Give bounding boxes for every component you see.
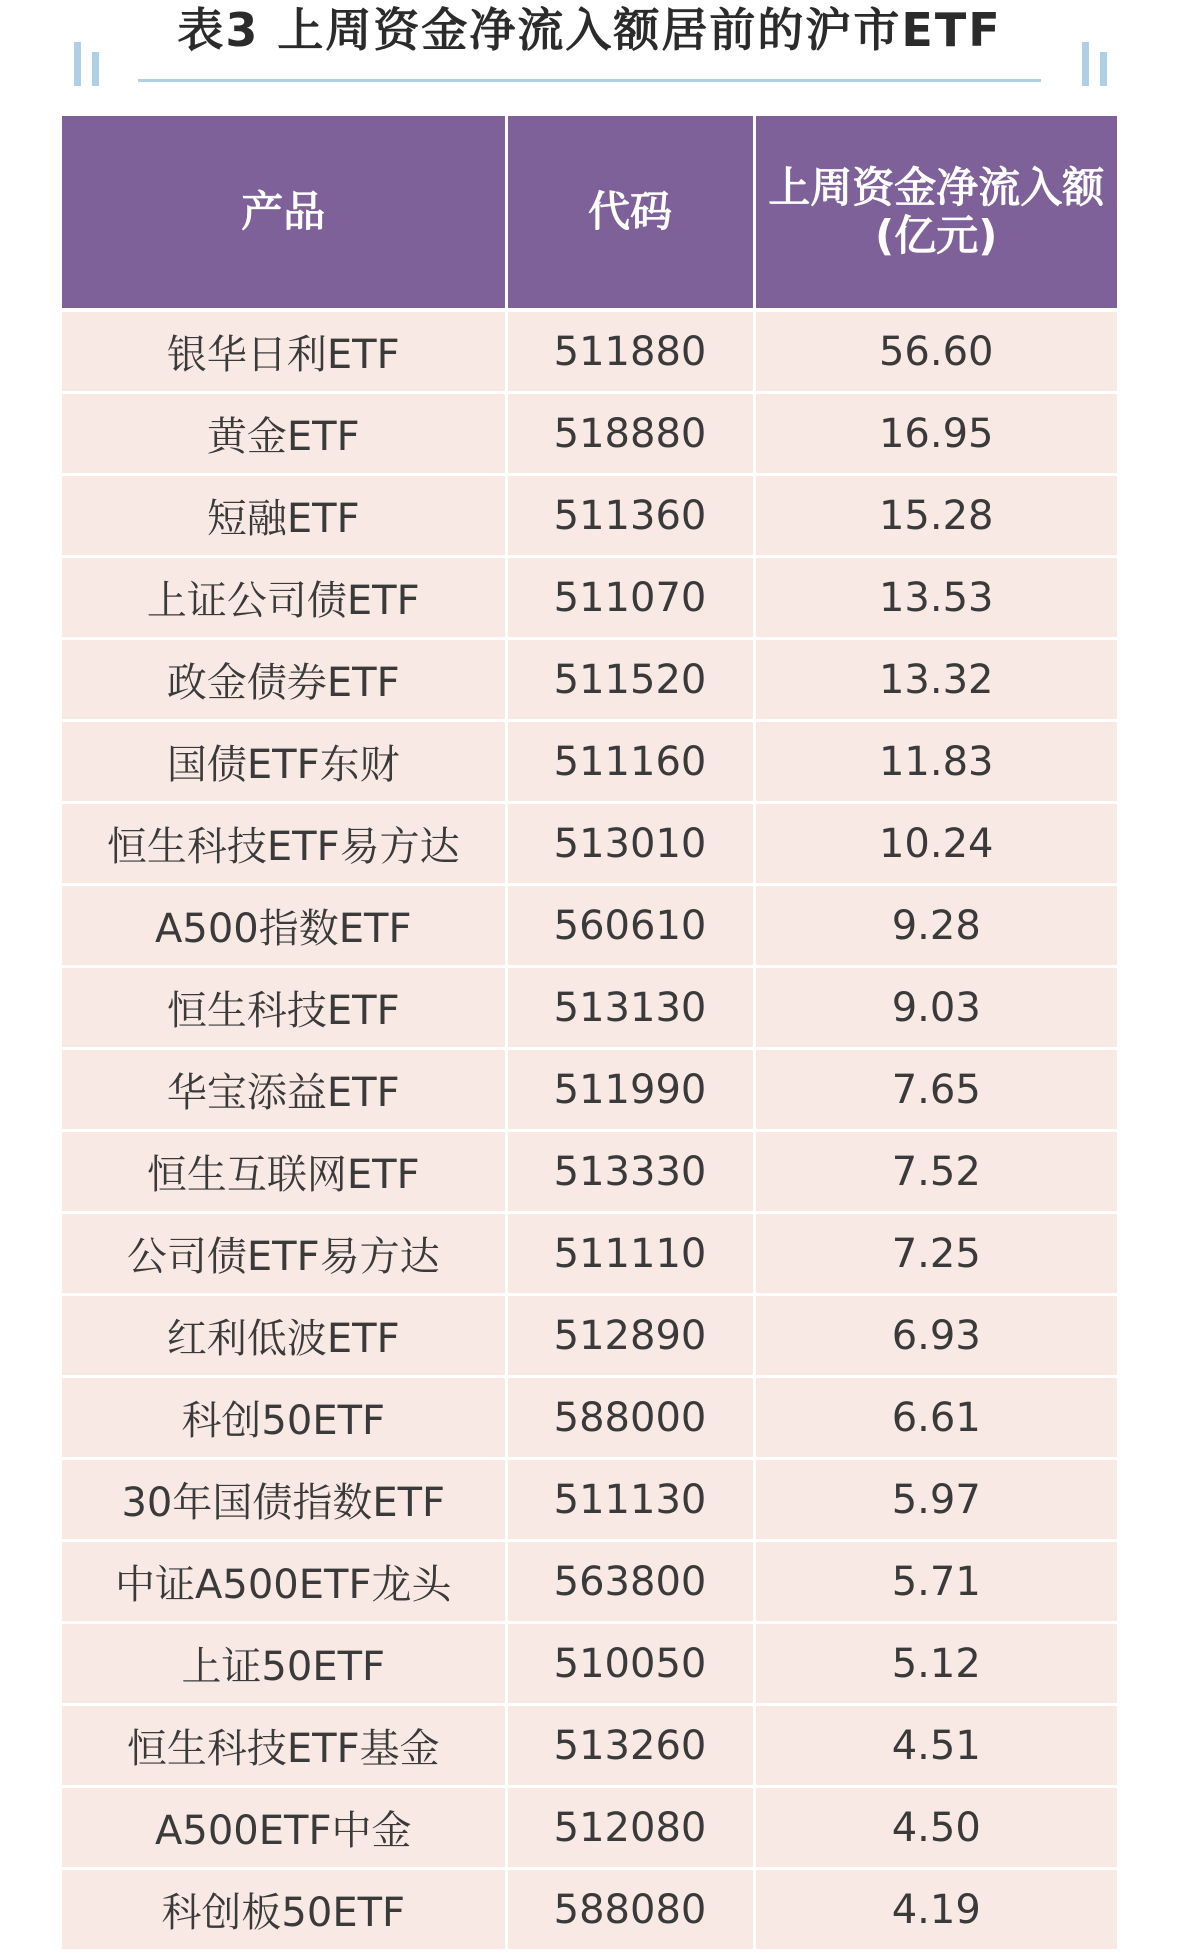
- cell-product-name: 恒生科技ETF: [62, 967, 506, 1049]
- cell-net-inflow: 4.50: [754, 1787, 1117, 1869]
- cell-product-name: 科创50ETF: [62, 1377, 506, 1459]
- cell-code: 588000: [506, 1377, 754, 1459]
- cell-net-inflow: 5.12: [754, 1623, 1117, 1705]
- cell-net-inflow: 7.52: [754, 1131, 1117, 1213]
- table-row: [62, 393, 1117, 475]
- cell-code: 511130: [506, 1459, 754, 1541]
- table-row: [62, 1541, 1117, 1623]
- cell-code: 511160: [506, 721, 754, 803]
- cell-product-name: 黄金ETF: [62, 393, 506, 475]
- cell-product-name: 政金债券ETF: [62, 639, 506, 721]
- cell-net-inflow: 4.51: [754, 1705, 1117, 1787]
- cell-net-inflow: 6.61: [754, 1377, 1117, 1459]
- cell-code: 511880: [506, 310, 754, 393]
- etf-inflow-table: [62, 116, 1117, 1949]
- table-row: [62, 1377, 1117, 1459]
- cell-net-inflow: 6.93: [754, 1295, 1117, 1377]
- cell-net-inflow: 13.32: [754, 639, 1117, 721]
- table-row: [62, 1295, 1117, 1377]
- cell-net-inflow: 5.97: [754, 1459, 1117, 1541]
- cell-product-name: 恒生科技ETF易方达: [62, 803, 506, 885]
- cell-code: 512890: [506, 1295, 754, 1377]
- title-bar: [0, 0, 1179, 90]
- cell-net-inflow: 15.28: [754, 475, 1117, 557]
- cell-code: 510050: [506, 1623, 754, 1705]
- cell-product-name: 上证公司债ETF: [62, 557, 506, 639]
- cell-product-name: 华宝添益ETF: [62, 1049, 506, 1131]
- cell-net-inflow: 7.65: [754, 1049, 1117, 1131]
- cell-product-name: 上证50ETF: [62, 1623, 506, 1705]
- table-body: [62, 310, 1117, 1949]
- table-row: [62, 721, 1117, 803]
- title-decoration-right-bar: [1100, 52, 1107, 86]
- title-decoration-left-bar: [74, 42, 81, 86]
- table-row: [62, 1705, 1117, 1787]
- cell-net-inflow: 16.95: [754, 393, 1117, 475]
- cell-code: 511110: [506, 1213, 754, 1295]
- cell-net-inflow: 7.25: [754, 1213, 1117, 1295]
- table-row: [62, 639, 1117, 721]
- header-net-inflow-unit: (亿元): [875, 211, 998, 260]
- cell-product-name: 银华日利ETF: [62, 310, 506, 393]
- cell-net-inflow: 9.28: [754, 885, 1117, 967]
- header-code: 代码: [506, 116, 754, 310]
- cell-code: 512080: [506, 1787, 754, 1869]
- cell-net-inflow: 56.60: [754, 310, 1117, 393]
- cell-code: 563800: [506, 1541, 754, 1623]
- table-header: [62, 116, 1117, 310]
- header-net-inflow-label: 上周资金净流入额: [768, 163, 1105, 212]
- cell-net-inflow: 10.24: [754, 803, 1117, 885]
- cell-product-name: 恒生科技ETF基金: [62, 1705, 506, 1787]
- cell-code: 511070: [506, 557, 754, 639]
- table-row: [62, 1459, 1117, 1541]
- table-row: [62, 803, 1117, 885]
- table-row: [62, 310, 1117, 393]
- cell-product-name: 科创板50ETF: [62, 1869, 506, 1950]
- table-row: [62, 1131, 1117, 1213]
- cell-product-name: 国债ETF东财: [62, 721, 506, 803]
- cell-code: 513130: [506, 967, 754, 1049]
- title-decoration-right-bar: [1082, 42, 1089, 86]
- cell-code: 560610: [506, 885, 754, 967]
- title-decoration-left-bar: [92, 52, 99, 86]
- cell-code: 513330: [506, 1131, 754, 1213]
- table-row: [62, 1623, 1117, 1705]
- cell-net-inflow: 5.71: [754, 1541, 1117, 1623]
- cell-code: 511990: [506, 1049, 754, 1131]
- table-row: [62, 885, 1117, 967]
- cell-product-name: 30年国债指数ETF: [62, 1459, 506, 1541]
- table-row: [62, 1049, 1117, 1131]
- cell-product-name: 恒生互联网ETF: [62, 1131, 506, 1213]
- table-row: [62, 1869, 1117, 1950]
- cell-product-name: 短融ETF: [62, 475, 506, 557]
- cell-product-name: 红利低波ETF: [62, 1295, 506, 1377]
- cell-code: 518880: [506, 393, 754, 475]
- cell-net-inflow: 9.03: [754, 967, 1117, 1049]
- cell-code: 513010: [506, 803, 754, 885]
- header-product: 产品: [62, 116, 506, 310]
- cell-product-name: A500ETF中金: [62, 1787, 506, 1869]
- header-net-inflow: [754, 116, 1117, 310]
- cell-code: 513260: [506, 1705, 754, 1787]
- cell-code: 511520: [506, 639, 754, 721]
- table-row: [62, 1213, 1117, 1295]
- cell-product-name: A500指数ETF: [62, 885, 506, 967]
- cell-product-name: 中证A500ETF龙头: [62, 1541, 506, 1623]
- table-row: [62, 967, 1117, 1049]
- header-row: [62, 116, 1117, 310]
- cell-code: 588080: [506, 1869, 754, 1950]
- cell-net-inflow: 4.19: [754, 1869, 1117, 1950]
- table-row: [62, 1787, 1117, 1869]
- cell-net-inflow: 13.53: [754, 557, 1117, 639]
- cell-net-inflow: 11.83: [754, 721, 1117, 803]
- table-row: [62, 475, 1117, 557]
- title-underline: [138, 79, 1041, 82]
- table-title: 表3 上周资金净流入额居前的沪市ETF: [177, 3, 1002, 57]
- cell-product-name: 公司债ETF易方达: [62, 1213, 506, 1295]
- table-row: [62, 557, 1117, 639]
- cell-code: 511360: [506, 475, 754, 557]
